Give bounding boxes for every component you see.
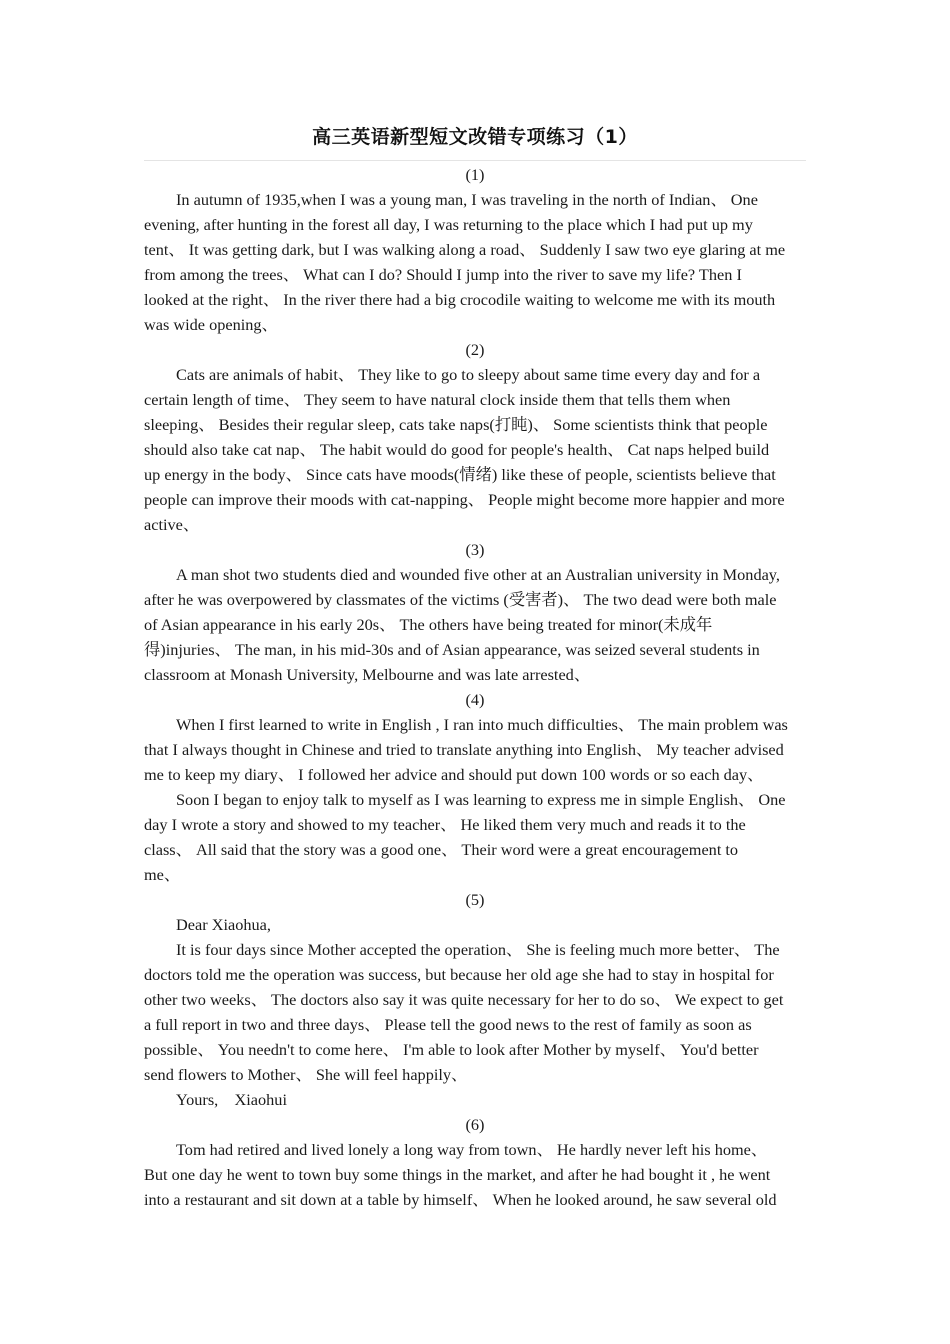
section-number: (1) <box>465 165 485 184</box>
text-line: When I first learned to write in English , I ran into much difficulties、 The main problem was <box>176 715 788 734</box>
text-line: into a restaurant and sit down at a table by himself、 When he looked around, he saw several old <box>144 1190 777 1209</box>
text-line: send flowers to Mother、 She will feel happily、 <box>144 1065 468 1084</box>
section-number: (5) <box>465 890 485 909</box>
text-line: people can improve their moods with cat-napping、 People might become more happier and more <box>144 490 785 509</box>
text-line: a full report in two and three days、 Please tell the good news to the rest of family as soon as <box>144 1015 752 1034</box>
section-number: (4) <box>465 690 485 709</box>
text-line: Cats are animals of habit、 They like to go to sleepy about same time every day and for a <box>176 365 761 384</box>
text-line: tent、 It was getting dark, but I was walking along a road、 Suddenly I saw two eye glaring at me <box>144 240 786 259</box>
document-title: 高三英语新型短文改错专项练习（1） <box>312 126 638 148</box>
text-line: of Asian appearance in his early 20s、 The others have being treated for minor(未成年 <box>144 615 713 634</box>
text-line: me、 <box>144 865 181 884</box>
text-line: class、 All said that the story was a good one、 Their word were a great encouragement to <box>144 840 739 859</box>
text-line: But one day he went to town buy some things in the market, and after he had bought it , he went <box>144 1165 771 1184</box>
text-line: It is four days since Mother accepted the operation、 She is feeling much more better、 The <box>176 940 780 959</box>
text-line: certain length of time、 They seem to have natural clock inside them that tells them when <box>144 390 731 409</box>
text-line: In autumn of 1935,when I was a young man, I was traveling in the north of Indian、 One <box>176 190 758 209</box>
text-line: classroom at Monash University, Melbourne and was late arrested、 <box>144 665 591 684</box>
section-number: (6) <box>465 1115 485 1134</box>
text-line: active、 <box>144 515 200 534</box>
section-number: (3) <box>465 540 485 559</box>
title-divider <box>144 160 806 161</box>
text-line: other two weeks、 The doctors also say it was quite necessary for her to do so、 We expect to get <box>144 990 784 1009</box>
document-page <box>144 0 806 1212</box>
text-line: doctors told me the operation was success, but because her old age she had to stay in hospital for <box>144 965 774 984</box>
letter-salutation: Dear Xiaohua, <box>176 915 271 934</box>
text-line: A man shot two students died and wounded five other at an Australian university in Monday, <box>176 565 780 584</box>
section-number: (2) <box>465 340 485 359</box>
text-line: evening, after hunting in the forest all day, I was returning to the place which I had put up my <box>144 215 753 234</box>
text-line: after he was overpowered by classmates of the victims (受害者)、 The two dead were both male <box>144 590 777 609</box>
text-line: was wide opening、 <box>144 315 278 334</box>
text-line: Tom had retired and lived lonely a long way from town、 He hardly never left his home、 <box>176 1140 768 1159</box>
text-line: should also take cat nap、 The habit would do good for people's health、 Cat naps helped build <box>144 440 770 459</box>
text-line: possible、 You needn't to come here、 I'm able to look after Mother by myself、 You'd better <box>144 1040 759 1059</box>
text-line: day I wrote a story and showed to my teacher、 He liked them very much and reads it to the <box>144 815 746 834</box>
text-line: from among the trees、 What can I do? Should I jump into the river to save my life? Then I <box>144 265 742 284</box>
letter-signature: Yours, Xiaohui <box>176 1090 287 1109</box>
text-line: 得)injuries、 The man, in his mid-30s and of Asian appearance, was seized several students in <box>144 640 760 659</box>
text-line: me to keep my diary、 I followed her advice and should put down 100 words or so each day、 <box>144 765 764 784</box>
text-line: looked at the right、 In the river there had a big crocodile waiting to welcome me with its mouth <box>144 290 776 309</box>
text-line: up energy in the body、 Since cats have moods(情绪) like these of people, scientists believe that <box>144 465 776 484</box>
text-line: Soon I began to enjoy talk to myself as I was learning to express me in simple English、 One <box>176 790 786 809</box>
document-body <box>144 162 806 1212</box>
text-line: that I always thought in Chinese and tried to translate anything into English、 My teacher advised <box>144 740 784 759</box>
text-line: sleeping、 Besides their regular sleep, cats take naps(打盹)、 Some scientists think that people <box>144 415 768 434</box>
